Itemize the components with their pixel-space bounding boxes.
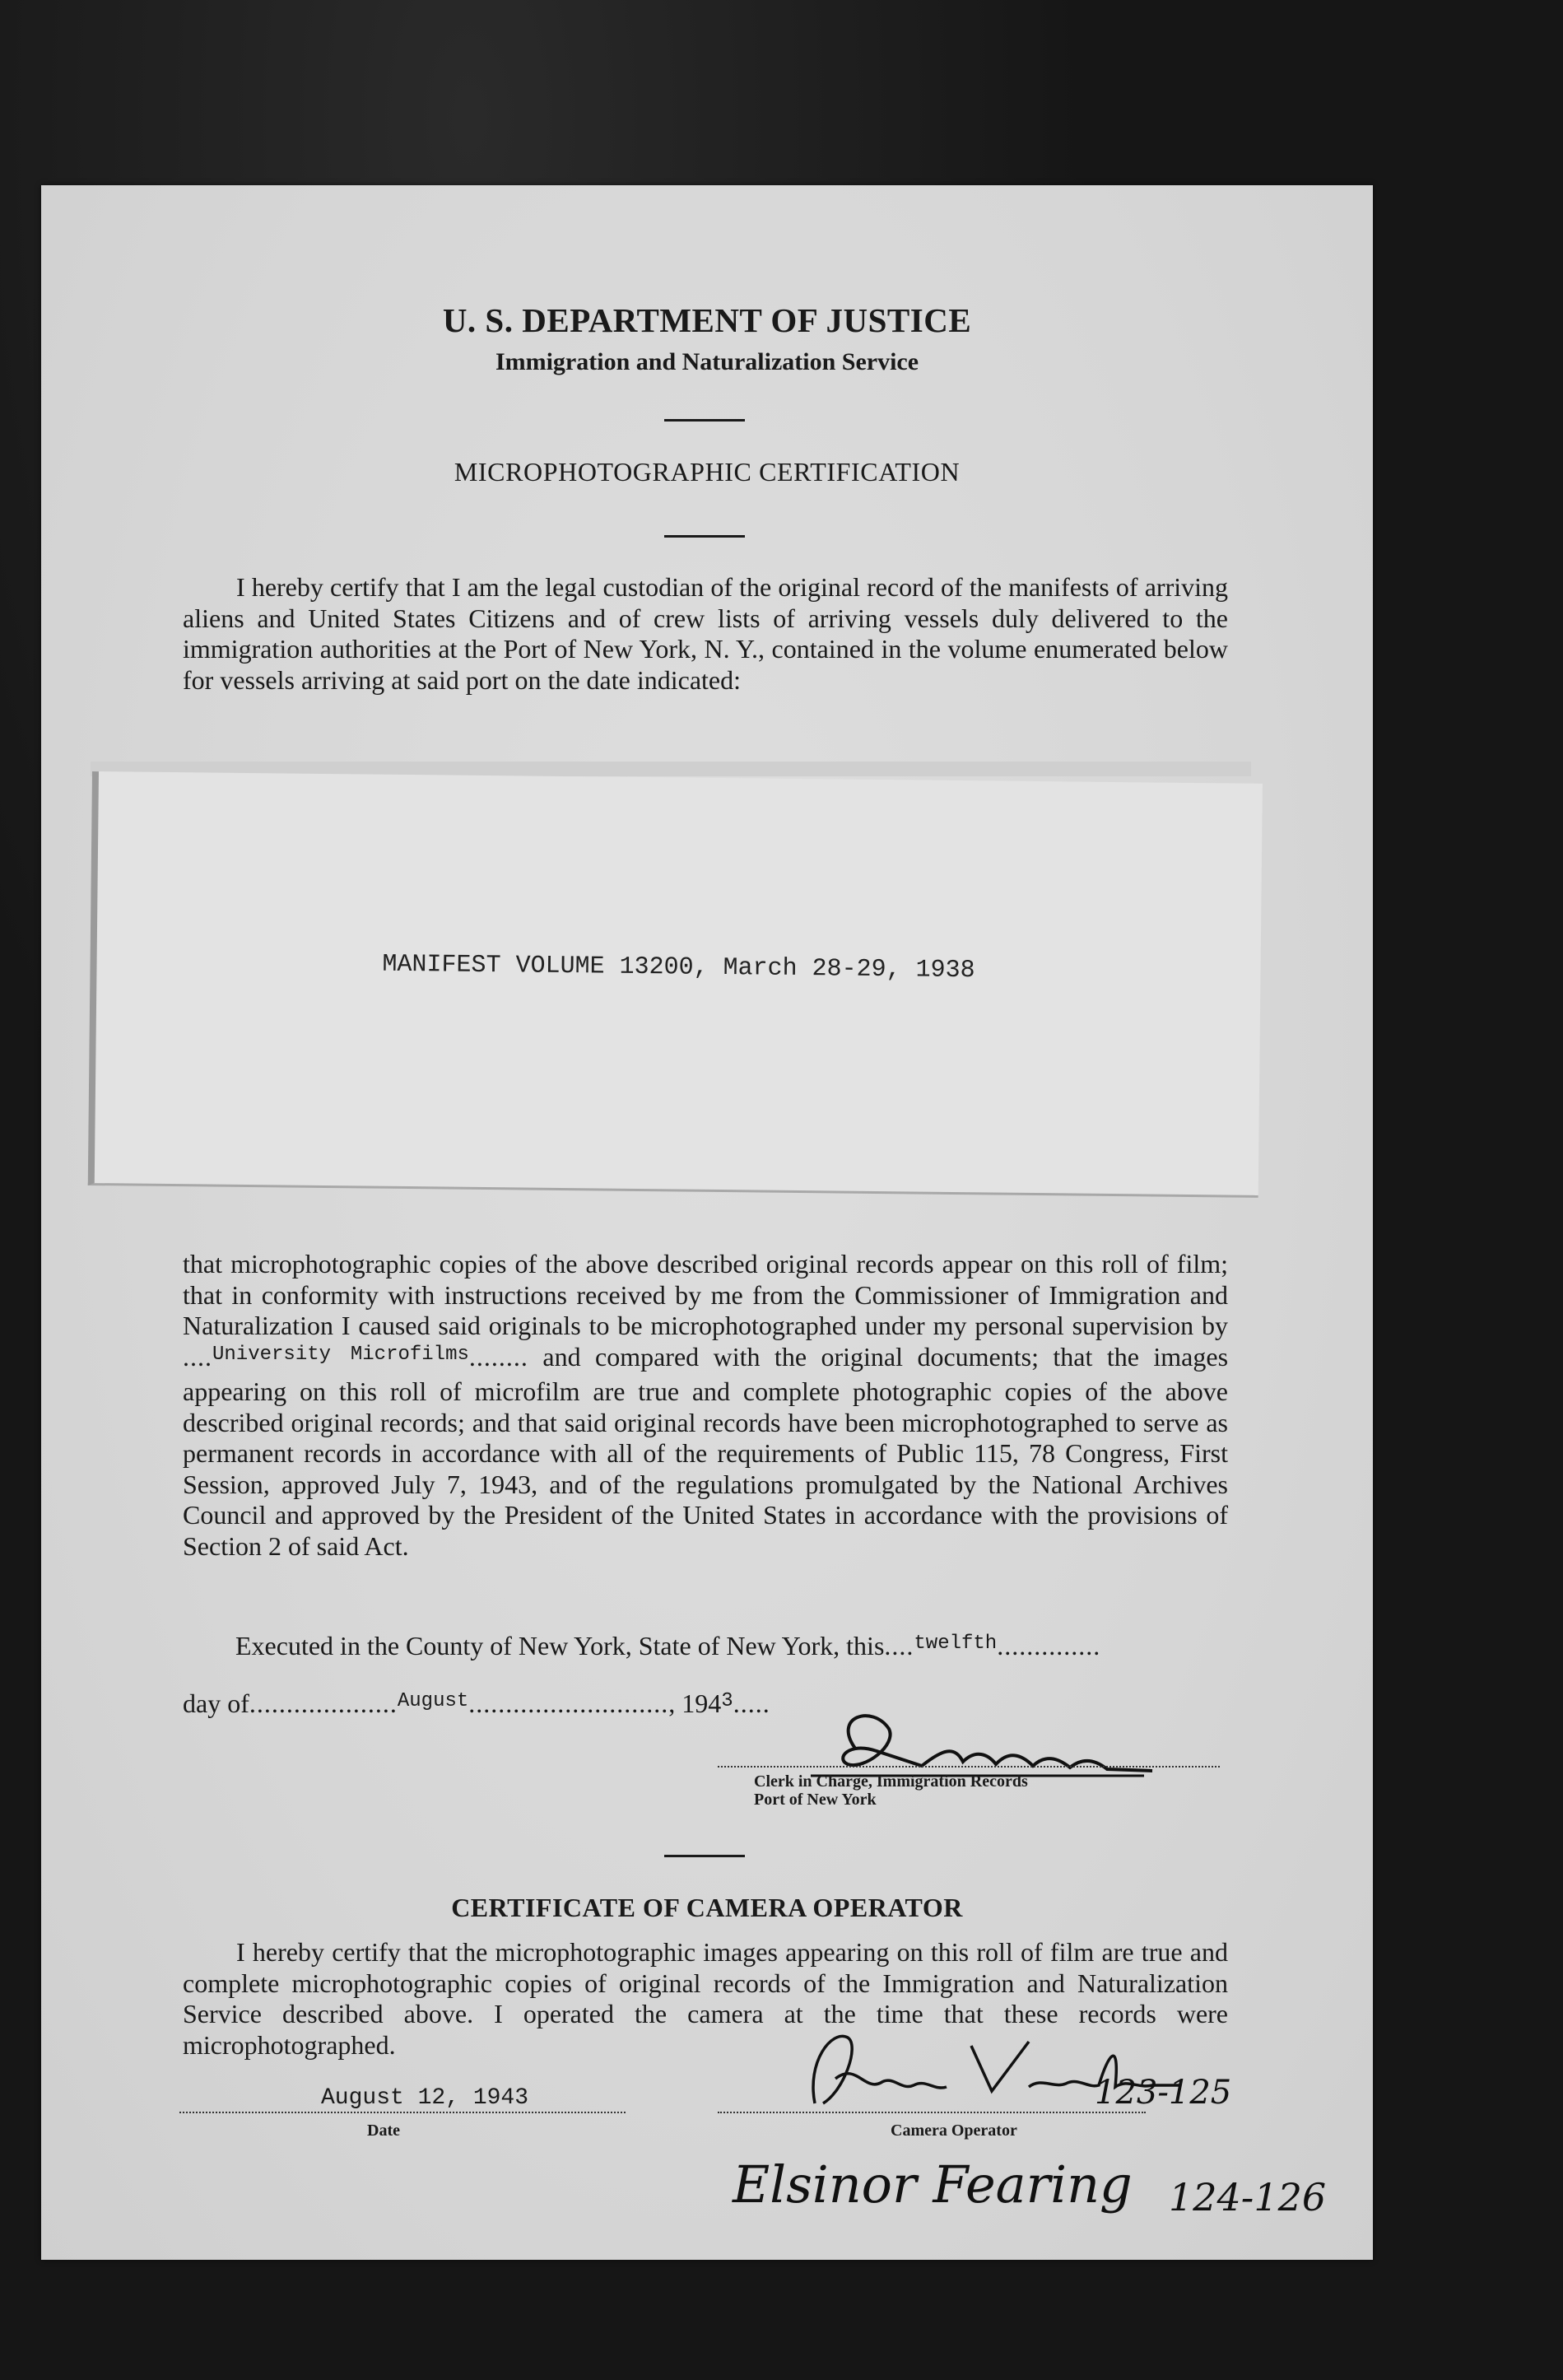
executed-prefix: Executed in the County of New York, State of New York, this: [235, 1631, 885, 1660]
camera-certificate-paragraph: I hereby certify that the microphotographic images appearing on this roll of film are true and complete microphotographic copies of original records of the Immigration and Naturalization Service described above. I operated the camera at the time that these records were microphotographed.: [183, 1937, 1228, 2060]
body-part-2: and compared with the original documents; that the images appearing on this roll of microfilm are true and complete photographic copies of the above described original records; and that said original records have been microphotographed to serve as permanent records in accordance with all of the requirements of Public 115, 78 Congress, First Session, approved July 7, 1943, and of the regulations promulgated by the National Archives Council and approved by the President of the United States in accordance with the provisions of Section 2 of said Act.: [183, 1341, 1229, 1561]
execution-month-value: August: [397, 1690, 469, 1712]
date-label: Date: [367, 2122, 400, 2140]
execution-year-suffix: 3: [721, 1690, 733, 1712]
manifest-volume-label: MANIFEST VOLUME 13200, March 28-29, 1938: [382, 950, 975, 985]
camera-operator-signature: [765, 2013, 1232, 2128]
year-prefix: , 194: [668, 1688, 722, 1718]
extra-operator-name: Elsinor Fearing: [733, 2154, 1133, 2215]
clerk-signature-line: [718, 1766, 1220, 1768]
certification-body: that microphotographic copies of the above described original records appear on this roll of film; that in conformity with instructions received by me from the Commissioner of Immigration and Naturalization I caused said originals to be microphotographed under my personal supervision by ....$^{University Microfilms}$........ and compared with the original documents; that the images appearing on this roll of microfilm are true and complete photographic copies of the above described original records; and that said original records have been microphotographed to serve as permanent records in accordance with all of the requirements of Public 115, 78 Congress, First Session, approved July 7, 1943, and of the regulations promulgated by the National Archives Council and approved by the President of the United States in accordance with the provisions of Section 2 of said Act.: [183, 1249, 1229, 1561]
camera-operator-label: Camera Operator: [891, 2122, 1017, 2140]
divider: [664, 1855, 745, 1857]
divider: [664, 419, 745, 422]
day-of-label: day of: [183, 1688, 249, 1718]
certification-title: MICROPHOTOGRAPHIC CERTIFICATION: [454, 457, 961, 487]
date-line: [179, 2112, 626, 2113]
handwritten-note: [724, 2136, 1350, 2243]
extra-operator-numbers: 124-126: [1169, 2175, 1327, 2219]
operator-numbers: 123-125: [1095, 2074, 1232, 2112]
camera-date-value: August 12, 1943: [321, 2085, 529, 2111]
executed-line: Executed in the County of New York, State of New York, this....$^{twelfth}$..............: [235, 1631, 1101, 1660]
department-title: U. S. DEPARTMENT OF JUSTICE: [442, 301, 972, 339]
service-subtitle: Immigration and Naturalization Service: [495, 348, 919, 375]
clerk-port: Port of New York: [754, 1791, 877, 1809]
clerk-title: Clerk in Charge, Immigration Records: [754, 1772, 1028, 1791]
manifest-insert-card: [88, 771, 1263, 1198]
camera-certificate-title: CERTIFICATE OF CAMERA OPERATOR: [451, 1893, 963, 1922]
certificate-page: [41, 185, 1373, 2260]
execution-day-value: twelfth: [914, 1632, 998, 1655]
divider: [664, 535, 745, 538]
camera-operator-line: [718, 2112, 1146, 2113]
day-of-line: day of....................$^{August}$..........................., $194^3$.....: [183, 1688, 770, 1718]
filmed-by-value: University Microfilms: [212, 1343, 469, 1366]
intro-paragraph: I hereby certify that I am the legal custodian of the original record of the manifests of arriving aliens and United States Citizens and of crew lists of arriving vessels duly delivered to the immigration authorities at the Port of New York, N. Y., contained in the volume enumerated below for vessels arriving at said port on the date indicated:: [183, 572, 1228, 695]
body-part-1: that microphotographic copies of the above described original records appear on this roll of film; that in conformity with instructions received by me from the Commissioner of Immigration and Naturalization I caused said originals to be microphotographed under my personal supervision by: [183, 1249, 1228, 1340]
